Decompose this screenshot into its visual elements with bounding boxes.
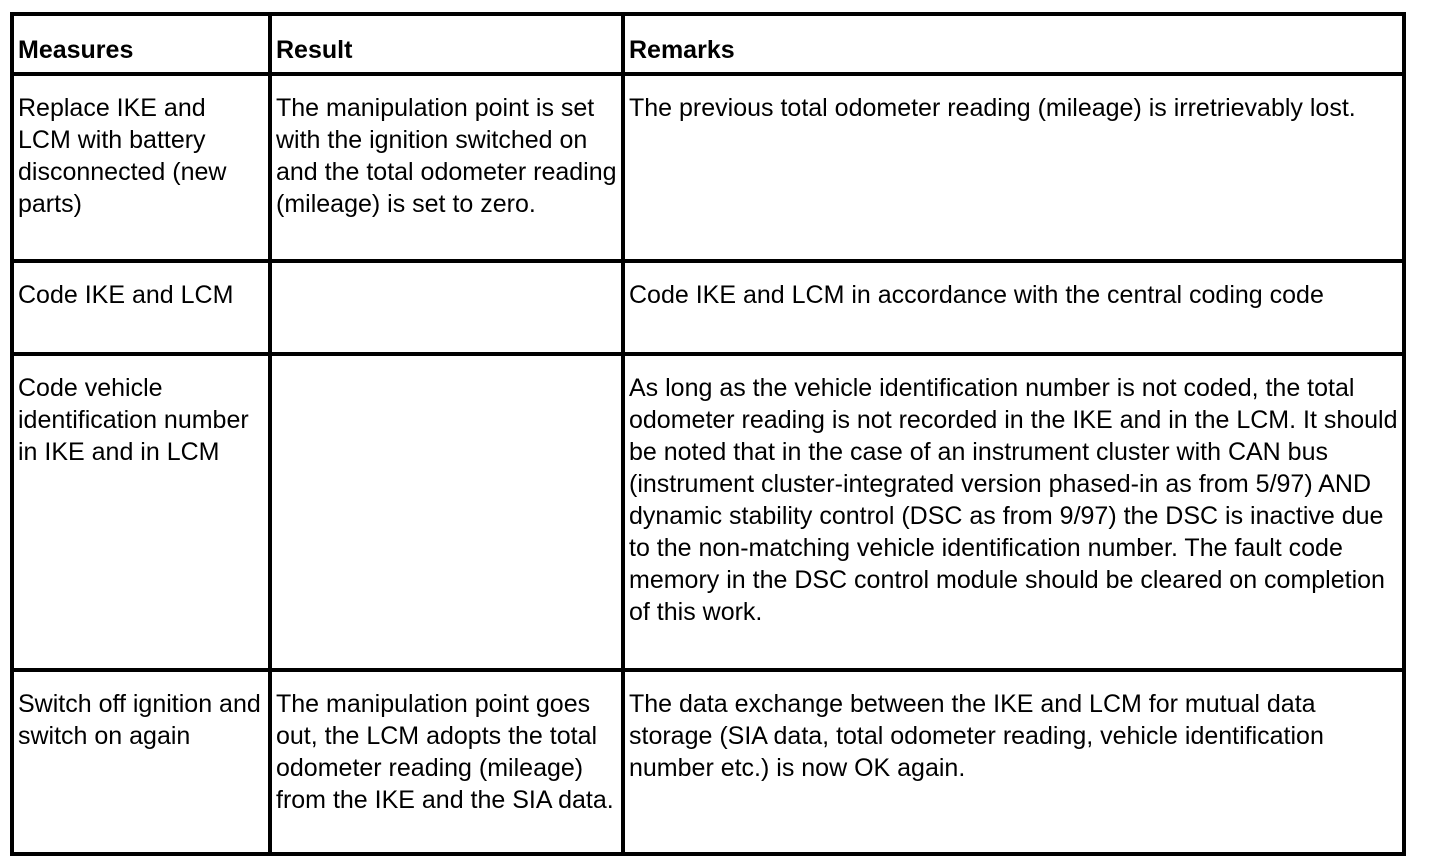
table-header-row [12, 14, 1404, 74]
header-result: Result [270, 14, 623, 74]
cell-measures: Code vehicle identification number in IKE and in LCM [12, 354, 270, 670]
cell-result: The manipulation point goes out, the LCM adopts the total odometer reading (mileage) from the IKE and the SIA data. [270, 670, 623, 854]
table-row [12, 261, 1404, 354]
table-row [12, 354, 1404, 670]
header-remarks: Remarks [623, 14, 1404, 74]
cell-result: The manipulation point is set with the ignition switched on and the total odometer reading (mileage) is set to zero. [270, 74, 623, 261]
cell-result [270, 261, 623, 354]
table-row [12, 74, 1404, 261]
cell-remarks: The previous total odometer reading (mileage) is irretrievably lost. [623, 74, 1404, 261]
cell-remarks: Code IKE and LCM in accordance with the central coding code [623, 261, 1404, 354]
cell-result [270, 354, 623, 670]
measures-table [10, 12, 1406, 856]
cell-measures: Replace IKE and LCM with battery disconnected (new parts) [12, 74, 270, 261]
cell-measures: Switch off ignition and switch on again [12, 670, 270, 854]
cell-remarks: As long as the vehicle identification number is not coded, the total odometer reading is not recorded in the IKE and in the LCM. It should be noted that in the case of an instrument cluster with CAN bus (instrument cluster-integrated version phased-in as from 5/97) AND dynamic stability control (DSC as from 9/97) the DSC is inactive due to the non-matching vehicle identification number. The fault code memory in the DSC control module should be cleared on completion of this work. [623, 354, 1404, 670]
header-measures: Measures [12, 14, 270, 74]
cell-measures: Code IKE and LCM [12, 261, 270, 354]
cell-remarks: The data exchange between the IKE and LCM for mutual data storage (SIA data, total odometer reading, vehicle identification number etc.) is now OK again. [623, 670, 1404, 854]
table-row [12, 670, 1404, 854]
